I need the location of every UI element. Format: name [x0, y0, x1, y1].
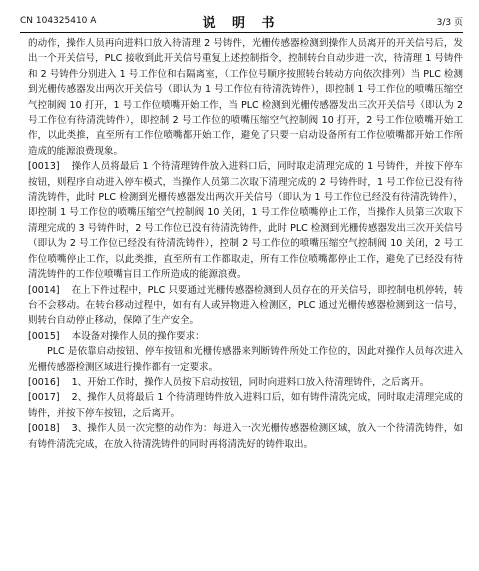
paragraph-number: [0015] [28, 330, 60, 342]
paragraph-text: 的动作，操作人员再向进料口放入待清理 2 号铸件，光栅传感器检测到操作人员离开的开关信号后，发出一个开关信号，PLC 接收到此开关信号重复上述控制指令，控制转台自动步进一次，待清理 1 号铸件和 2 号铸件分别进入 1 号工作位和右隔离室，（工作位号顺序按照转台转动方向依次排列）当 PLC 检测到光栅传感器发出两次开关信号（即认为 1 号工作位有待清洗铸件），即控制 1 号工作位的喷嘴压缩空气控制阀 10 打开，1 号工作位喷嘴开始工作，当 PLC 检测到光栅传感器发出三次开关信号（即认为 2 号工作位有待清洗铸件），即控制 2 号工作位的喷嘴压缩空气控制阀 10 打开，2 号工作位喷嘴开始工作，以此类推，直至所有工作位喷嘴都开始工作，避免了只要一启动设备所有工作位喷嘴都开始工作所造成的能源浪费现象。 [28, 38, 463, 157]
paragraph-text: 操作人员将最后 1 个待清理铸件放入进料口后，同时取走清理完成的 1 号铸件，并按下停车按钮，则程序自动进入停车模式，当操作人员第二次取下清理完成的 2 号铸件时，1 号工作位已没有待清洗铸件，此时 PLC 检测到光栅传感器发出两次开关信号（即认为 1 号工作位已经没有待清洗铸件），即控制 1 号工作位的喷嘴压缩空气控制阀 10 关闭，1 号工作位喷嘴停止工作，当操作人员第三次取下清理完成的 3 号铸件时，2 号工作位已没有待清洗铸件，此时 PLC 检测到光栅传感器发出三次开关信号（即认为 2 号工作位已经没有待清洗铸件），控制 2 号工作位的喷嘴压缩空气控制阀 10 关闭，2 号工作位喷嘴停止工作，以此类推，直至所有工作都取走，所有工作位喷嘴都停止工作，避免了已经没有待清洗铸件的工作位喷嘴盲目工作所造成的能源浪费。 [28, 161, 463, 281]
paragraph-plc-requirements [28, 344, 463, 375]
paragraph-0018 [28, 421, 463, 452]
paragraph-number: [0018] [28, 423, 60, 435]
paragraph-text: 1、开始工作时，操作人员按下启动按钮，同时向进料口放入待清理铸件，之后离开。 [71, 376, 430, 388]
paragraph-text: 本设备对操作人员的操作要求： [71, 330, 205, 342]
paragraph-text: 在上下件过程中，PLC 只要通过光栅传感器检测到人员存在的开关信号，即控制电机停转，转台不会移动。在转台移动过程中，如有有人或异物进入检测区，PLC 通过光栅传感器检测到这一信号，则转台自动停止移动，保障了生产安全。 [28, 284, 463, 327]
paragraph-number: [0017] [28, 392, 60, 404]
document-number: CN 104325410 A [20, 16, 97, 26]
document-body [28, 36, 463, 567]
paragraph-0014 [28, 283, 463, 329]
page-header [20, 9, 463, 33]
paragraph-number: [0013] [28, 161, 60, 173]
paragraph-text: 2、操作人员将最后 1 个待清理铸件放入进料口后，如有铸件清洗完成，同时取走清理完成的铸件，并按下停车按钮，之后离开。 [28, 392, 463, 419]
document-title: 说 明 书 [202, 15, 281, 31]
paragraph-0017 [28, 390, 463, 421]
page-number: 3/3 页 [436, 17, 463, 28]
header-divider [20, 32, 463, 33]
paragraph-0013 [28, 159, 463, 282]
paragraph-0016 [28, 375, 463, 390]
paragraph-text: PLC 是依靠启动按钮、停车按钮和光栅传感器来判断铸件所处工作位的，因此对操作人员每次进入光栅传感器检测区域进行操作都有一定要求。 [28, 346, 463, 373]
paragraph-continued [28, 36, 463, 159]
paragraph-number: [0016] [28, 376, 60, 388]
paragraph-text: 3、操作人员一次完整的动作为：每进入一次光栅传感器检测区域，放入一个待清洗铸件，如有铸件清洗完成，在放入待清洗铸件的同时再将清洗好的铸件取出。 [28, 423, 463, 450]
paragraph-number: [0014] [28, 284, 60, 296]
paragraph-0015 [28, 329, 463, 344]
